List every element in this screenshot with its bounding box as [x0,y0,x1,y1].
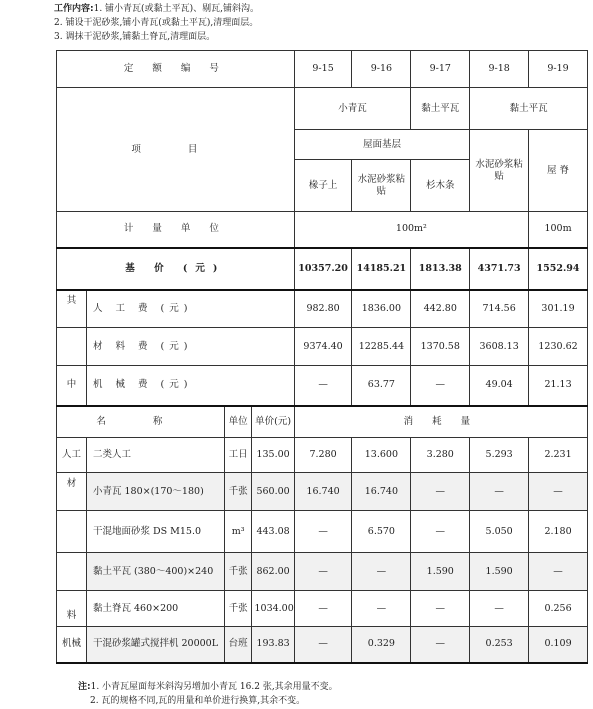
work-content-line-1 [54,2,259,16]
ridge-header: 屋 脊 [529,130,588,212]
group-clay-flat-tile: 黏土平瓦 [411,88,470,130]
resource-name: 二类人工 [86,438,224,473]
resource-unit: m³ [224,511,252,553]
notes-label: 注: [78,682,91,692]
machine-fee-9-16: 63.77 [352,366,411,406]
sub-fir-batten: 杉木条 [411,160,470,212]
labor-fee-label: 人 工 费 (元) [86,290,294,328]
category-machine: 机械 [57,627,87,663]
side-label-zhong: 中 [57,366,87,406]
resource-name: 干混砂浆罐式搅拌机 20000L [86,627,224,663]
resource-qty: 0.256 [529,591,588,627]
group-small-tile: 小青瓦 [294,88,411,130]
resource-price: 1034.00 [252,591,294,627]
resource-price: 560.00 [252,473,294,511]
machine-fee-9-19: 21.13 [529,366,588,406]
note-item-2: 2. 瓦的规格不同,瓦的用量和单价进行换算,其余不变。 [90,696,306,706]
resource-name: 黏土脊瓦 460×200 [86,591,224,627]
base-price-9-15: 10357.20 [294,248,352,290]
resource-qty: 0.253 [470,627,529,663]
resource-price: 443.08 [252,511,294,553]
code-9-15: 9-15 [294,51,352,88]
resource-qty: 16.740 [352,473,411,511]
code-9-19: 9-19 [529,51,588,88]
material-fee-9-19: 1230.62 [529,328,588,366]
base-price-9-17: 1813.38 [411,248,470,290]
resource-price: 135.00 [252,438,294,473]
note-line-1 [78,680,338,694]
resource-qty: — [352,553,411,591]
machine-fee-9-18: 49.04 [470,366,529,406]
resource-qty: 7.280 [294,438,352,473]
work-content-label: 工作内容: [54,4,94,14]
resource-unit: 千张 [224,553,252,591]
machine-fee-9-15: — [294,366,352,406]
category-material-top: 材 [57,473,87,511]
resource-unit-header: 单位 [224,406,252,438]
material-fee-9-16: 12285.44 [352,328,411,366]
quota-table [56,50,588,664]
resource-price-header: 单价(元) [252,406,294,438]
resource-name: 干混地面砂浆 DS M15.0 [86,511,224,553]
resource-name: 小青瓦 180×(170～180) [86,473,224,511]
material-fee-9-15: 9374.40 [294,328,352,366]
material-fee-label: 材 料 费 (元) [86,328,294,366]
resource-qty: — [529,473,588,511]
work-content-item-3: 3. 调抹干泥砂浆,铺黏土脊瓦,清理面层。 [54,32,216,42]
labor-fee-9-15: 982.80 [294,290,352,328]
work-content-item-2: 2. 铺设干泥砂浆,铺小青瓦(或黏土平瓦),清理面层。 [54,18,259,28]
unit-length: 100m [529,212,588,248]
base-price-9-16: 14185.21 [352,248,411,290]
category-labor: 人工 [57,438,87,473]
resource-qty: — [470,591,529,627]
material-fee-9-18: 3608.13 [470,328,529,366]
code-9-17: 9-17 [411,51,470,88]
category-material-mid2 [57,553,87,591]
resource-unit: 台班 [224,627,252,663]
resource-qty: 2.180 [529,511,588,553]
resource-qty: — [529,553,588,591]
roof-base-header: 屋面基层 [294,130,470,160]
resource-name: 黏土平瓦 (380～400)×240 [86,553,224,591]
resource-qty: — [411,591,470,627]
cement-mortar-paste-header: 水泥砂浆粘贴 [470,130,529,212]
resource-unit: 千张 [224,591,252,627]
side-label-blank [57,328,87,366]
resource-qty: 2.231 [529,438,588,473]
resource-qty: 16.740 [294,473,352,511]
material-fee-9-17: 1370.58 [411,328,470,366]
work-content-item-1: 1. 铺小青瓦(或黏土平瓦)、剔瓦,铺斜沟。 [93,4,259,14]
item-label: 项 目 [57,88,295,212]
machine-fee-label: 机 械 费 (元) [86,366,294,406]
notes [78,680,338,708]
category-material-mid [57,511,87,553]
resource-qty: 3.280 [411,438,470,473]
resource-qty: 0.109 [529,627,588,663]
labor-fee-9-17: 442.80 [411,290,470,328]
quota-number-label: 定 额 编 号 [57,51,295,88]
resource-price: 193.83 [252,627,294,663]
unit-area: 100m² [294,212,528,248]
labor-fee-9-16: 1836.00 [352,290,411,328]
group-clay-flat-tile-2: 黏土平瓦 [470,88,588,130]
resource-price: 862.00 [252,553,294,591]
resource-qty: — [294,553,352,591]
resource-qty: 5.293 [470,438,529,473]
sub-rafter: 椽子上 [294,160,352,212]
base-price-9-19: 1552.94 [529,248,588,290]
resource-qty: — [352,591,411,627]
consumption-header: 消 耗 量 [294,406,587,438]
sub-mortar-paste: 水泥砂浆粘贴 [352,160,411,212]
code-9-16: 9-16 [352,51,411,88]
resource-qty: 1.590 [411,553,470,591]
machine-fee-9-17: — [411,366,470,406]
code-9-18: 9-18 [470,51,529,88]
resource-qty: — [470,473,529,511]
labor-fee-9-19: 301.19 [529,290,588,328]
resource-qty: — [294,511,352,553]
resource-qty: 0.329 [352,627,411,663]
side-label-qi: 其 [57,290,87,328]
category-material-bottom: 料 [57,591,87,627]
resource-qty: 1.590 [470,553,529,591]
resource-qty: — [294,627,352,663]
resource-qty: — [411,511,470,553]
resource-unit: 千张 [224,473,252,511]
resource-qty: — [411,627,470,663]
labor-fee-9-18: 714.56 [470,290,529,328]
base-price-label: 基 价 (元) [57,248,295,290]
unit-label: 计 量 单 位 [57,212,295,248]
resource-qty: — [294,591,352,627]
resource-qty: 13.600 [352,438,411,473]
resource-qty: — [411,473,470,511]
resource-qty: 5.050 [470,511,529,553]
resource-qty: 6.570 [352,511,411,553]
note-item-1: 1. 小青瓦屋面每米斜沟另增加小青瓦 16.2 张,其余用量不变。 [90,682,338,692]
resource-name-header: 名 称 [57,406,225,438]
resource-unit: 工日 [224,438,252,473]
base-price-9-18: 4371.73 [470,248,529,290]
